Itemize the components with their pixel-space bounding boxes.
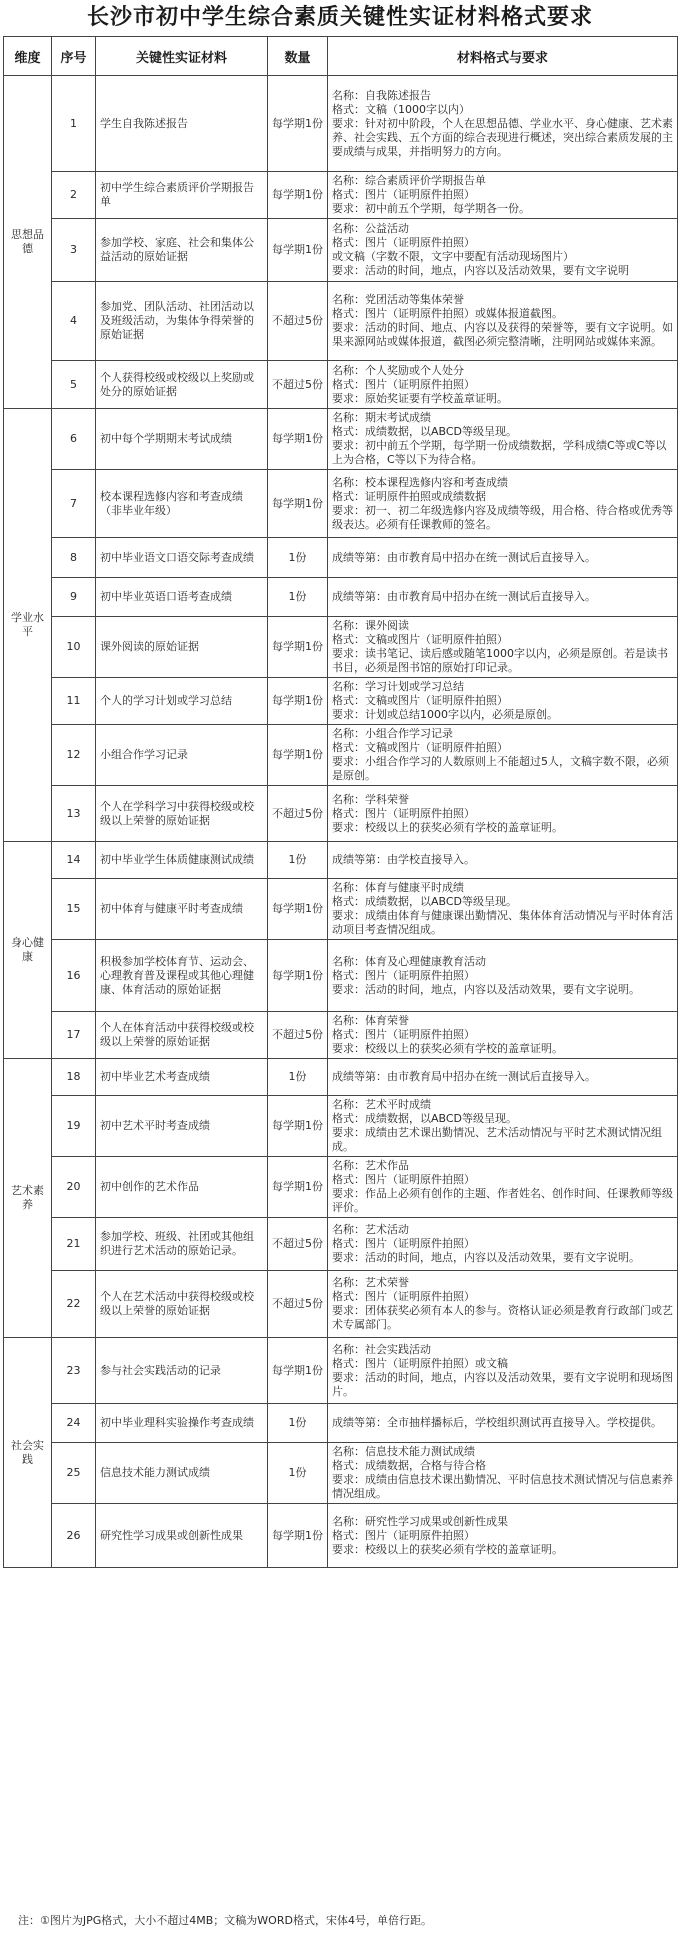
format-requirements [328,786,678,842]
format-line: 成绩等第：全市抽样播标后，学校组织测试再直接导入。学校提供。 [332,1416,662,1429]
page-title: 长沙市初中学生综合素质关键性实证材料格式要求 [86,5,593,30]
format-requirements [328,1338,678,1404]
format-line: 名称：艺术平时成绩 [332,1098,431,1111]
quantity: 不超过5份 [268,1012,328,1059]
format-line: 格式：成绩数据，以ABCD等级呈现。 [332,425,518,438]
format-line: 名称：研究性学习成果或创新性成果 [332,1514,508,1528]
format-requirements [328,470,678,538]
material-name: 个人在学科学习中获得校级或校级以上荣誉的原始证据 [96,786,268,842]
format-requirements [328,617,678,678]
format-line: 名称：艺术作品 [332,1159,409,1172]
quantity: 不超过5份 [268,282,328,361]
row-number: 7 [52,470,96,538]
format-line: 要求：校级以上的获奖必须有学校的盖章证明。 [332,1042,563,1055]
format-line: 要求：计划或总结1000字以内，必须是原创。 [332,708,558,721]
material-name: 参与社会实践活动的记录 [96,1338,268,1404]
table-row [4,725,678,786]
table-row [4,678,678,725]
quantity: 每学期1份 [268,940,328,1012]
format-line: 格式：成绩数据，以ABCD等级呈现。 [332,1112,518,1125]
format-line: 格式：图片（证明原件拍照） [332,1028,475,1041]
row-number: 15 [52,879,96,940]
format-requirements [328,1218,678,1271]
row-number: 21 [52,1218,96,1271]
quantity: 每学期1份 [268,172,328,219]
row-number: 10 [52,617,96,678]
format-requirements [328,172,678,219]
row-number: 5 [52,361,96,409]
quantity: 每学期1份 [268,76,328,172]
format-requirements [328,940,678,1012]
material-name: 初中毕业理科实验操作考查成绩 [96,1404,268,1443]
table-row [4,1271,678,1338]
format-line: 要求：成绩由艺术课出勤情况、艺术活动情况与平时艺术测试情况组成。 [332,1126,662,1153]
format-line: 名称：期末考试成绩 [332,411,431,424]
quantity: 1份 [268,578,328,617]
quantity: 1份 [268,1059,328,1096]
table-row [4,1338,678,1404]
row-number: 22 [52,1271,96,1338]
row-number: 17 [52,1012,96,1059]
row-number: 6 [52,409,96,470]
format-line: 格式：成绩数据，以ABCD等级呈现。 [332,895,518,908]
table-row [4,879,678,940]
format-line: 名称：公益活动 [332,222,409,235]
table-row [4,1504,678,1568]
format-line: 要求：活动的时间，地点，内容以及活动效果，要有文字说明。 [332,1251,640,1264]
format-line: 名称：校本课程选修内容和考查成绩 [332,475,508,489]
quantity: 每学期1份 [268,678,328,725]
row-number: 9 [52,578,96,617]
table-row [4,578,678,617]
table-row [4,1059,678,1096]
format-line: 名称：艺术活动 [332,1223,409,1236]
format-line: 格式：图片（证明原件拍照）或媒体报道截图。 [332,307,563,320]
material-name: 初中毕业英语口语考查成绩 [96,578,268,617]
quantity: 每学期1份 [268,470,328,538]
table-row [4,1218,678,1271]
format-line: 成绩等第：由市教育局中招办在统一测试后直接导入。 [332,550,596,564]
format-requirements [328,1059,678,1096]
format-line: 格式：图片（证明原件拍照）或文稿 [332,1356,508,1370]
quantity: 每学期1份 [268,219,328,282]
format-line: 格式：图片（证明原件拍照） [332,236,475,249]
header-material: 关键性实证材料 [96,37,268,76]
material-name: 积极参加学校体育节、运动会、心理教育普及课程或其他心理健康、体育活动的原始证据 [96,940,268,1012]
dimension-cell: 思想品德 [4,76,52,409]
material-name: 小组合作学习记录 [96,725,268,786]
format-line: 名称：社会实践活动 [332,1342,431,1356]
format-line: 名称：综合素质评价学期报告单 [332,174,486,187]
material-name: 课外阅读的原始证据 [96,617,268,678]
material-name: 研究性学习成果或创新性成果 [96,1504,268,1568]
format-line: 要求：小组合作学习的人数原则上不能超过5人，文稿字数不限，必须是原创。 [332,755,669,782]
row-number: 19 [52,1096,96,1157]
table-row [4,1404,678,1443]
header-quantity: 数量 [268,37,328,76]
format-requirements [328,1271,678,1338]
table-row [4,940,678,1012]
table-row [4,617,678,678]
material-name: 初中艺术平时考查成绩 [96,1096,268,1157]
format-line: 名称：党团活动等集体荣誉 [332,293,464,306]
quantity: 1份 [268,1404,328,1443]
format-requirements [328,219,678,282]
quantity: 每学期1份 [268,1157,328,1218]
format-line: 格式：文稿或图片（证明原件拍照） [332,694,508,707]
format-line: 格式：图片（证明原件拍照） [332,188,475,201]
format-line: 要求：原始奖证要有学校盖章证明。 [332,391,508,405]
quantity: 1份 [268,1443,328,1504]
format-requirements [328,282,678,361]
format-line: 名称：学习计划或学习总结 [332,680,464,693]
table-row [4,1443,678,1504]
format-line: 格式：图片（证明原件拍照） [332,1528,475,1542]
format-line: 要求：成绩由体育与健康课出勤情况、集体体育活动情况与平时体育活动项目考查情况组成。 [332,909,673,936]
format-line: 名称：课外阅读 [332,619,409,632]
format-line: 成绩等第：由学校直接导入。 [332,853,475,866]
table-body [4,76,678,1568]
format-line: 名称：体育荣誉 [332,1014,409,1027]
format-requirements [328,1096,678,1157]
table-row [4,842,678,879]
table-row [4,1012,678,1059]
row-number: 16 [52,940,96,1012]
table-row [4,470,678,538]
format-line: 要求：校级以上的获奖必须有学校的盖章证明。 [332,820,563,834]
quantity: 每学期1份 [268,1504,328,1568]
format-requirements [328,1404,678,1443]
material-name: 初中毕业艺术考查成绩 [96,1059,268,1096]
format-requirements [328,842,678,879]
format-requirements [328,76,678,172]
quantity: 每学期1份 [268,879,328,940]
format-line: 格式：图片（证明原件拍照） [332,806,475,820]
format-line: 要求：成绩由信息技术课出勤情况、平时信息技术测试情况与信息素养情况组成。 [332,1473,673,1500]
format-line: 成绩等第：由市教育局中招办在统一测试后直接导入。 [332,1070,596,1083]
material-name: 初中体育与健康平时考查成绩 [96,879,268,940]
header-number: 序号 [52,37,96,76]
quantity: 1份 [268,538,328,578]
row-number: 11 [52,678,96,725]
format-line: 要求：活动的时间，地点，内容以及活动效果，要有文字说明。 [332,982,640,996]
row-number: 13 [52,786,96,842]
material-name: 初中创作的艺术作品 [96,1157,268,1218]
table-row [4,282,678,361]
table-header-row [4,37,678,76]
table-row [4,1096,678,1157]
format-requirements [328,1504,678,1568]
format-line: 要求：针对初中阶段，个人在思想品德、学业水平、身心健康、艺术素养、社会实践、五个方面的综合表现进行概述，突出综合素质发展的主要成绩与成果，并指明努力的方向。 [332,116,673,158]
material-name: 个人获得校级或校级以上奖励或处分的原始证据 [96,361,268,409]
row-number: 3 [52,219,96,282]
format-requirements [328,578,678,617]
material-name: 学生自我陈述报告 [96,76,268,172]
dimension-cell: 学业水平 [4,409,52,842]
dimension-cell: 艺术素养 [4,1059,52,1338]
row-number: 25 [52,1443,96,1504]
format-line: 名称：个人奖励或个人处分 [332,363,464,377]
format-line: 要求：作品上必须有创作的主题、作者姓名、创作时间、任课教师等级评价。 [332,1187,673,1214]
format-line: 或文稿（字数不限，文字中要配有活动现场图片） [332,250,574,263]
material-name: 参加学校、家庭、社会和集体公益活动的原始证据 [96,219,268,282]
format-requirements [328,1157,678,1218]
quantity: 不超过5份 [268,786,328,842]
format-line: 要求：初中前五个学期，每学期一份成绩数据，学科成绩C等或C等以上为合格，C等以下为待合格。 [332,439,667,466]
format-line: 格式：证明原件拍照或成绩数据 [332,489,486,503]
row-number: 1 [52,76,96,172]
format-line: 要求：读书笔记、读后感或随笔1000字以内，必须是原创。若是读书书目，必须是图书馆的原始打印记录。 [332,647,668,674]
format-requirements [328,538,678,578]
material-name: 初中毕业语文口语交际考查成绩 [96,538,268,578]
format-line: 格式：文稿或图片（证明原件拍照） [332,741,508,754]
format-line: 要求：团体获奖必须有本人的参与。资格认证必须是教育行政部门或艺术专属部门。 [332,1304,673,1331]
format-requirements [328,409,678,470]
row-number: 23 [52,1338,96,1404]
format-line: 要求：初一、初二年级选修内容及成绩等级，用合格、待合格或优秀等级表达。必须有任课教师的签名。 [332,503,673,531]
format-line: 格式：文稿或图片（证明原件拍照） [332,633,508,646]
quantity: 不超过5份 [268,1218,328,1271]
table-row [4,538,678,578]
format-line: 格式：图片（证明原件拍照） [332,968,475,982]
dimension-cell: 身心健康 [4,842,52,1059]
table-row [4,76,678,172]
header-format: 材料格式与要求 [328,37,678,76]
material-name: 个人在艺术活动中获得校级或校级以上荣誉的原始证据 [96,1271,268,1338]
dimension-cell: 社会实践 [4,1338,52,1568]
quantity: 每学期1份 [268,409,328,470]
material-name: 初中每个学期期末考试成绩 [96,409,268,470]
format-requirements [328,361,678,409]
row-number: 12 [52,725,96,786]
format-requirements [328,879,678,940]
material-name: 参加党、团队活动、社团活动以及班级活动，为集体争得荣誉的原始证据 [96,282,268,361]
format-line: 要求：活动的时间，地点，内容以及活动效果，要有文字说明和现场图片。 [332,1370,673,1398]
format-line: 格式：图片（证明原件拍照） [332,1237,475,1250]
quantity: 不超过5份 [268,361,328,409]
format-line: 要求：校级以上的获奖必须有学校的盖章证明。 [332,1542,563,1556]
quantity: 每学期1份 [268,725,328,786]
quantity: 每学期1份 [268,617,328,678]
material-name: 校本课程选修内容和考查成绩（非毕业年级） [96,470,268,538]
format-line: 成绩等第：由市教育局中招办在统一测试后直接导入。 [332,590,596,603]
format-line: 格式：成绩数据，合格与待合格 [332,1459,486,1472]
format-line: 要求：活动的时间、地点、内容以及获得的荣誉等，要有文字说明。如果来源网站或媒体报道，截图必须完整清晰，注明网站或媒体来源。 [332,321,673,348]
format-line: 名称：学科荣誉 [332,792,409,806]
format-line: 名称：体育及心理健康教育活动 [332,954,486,968]
material-name: 个人在体育活动中获得校级或校级以上荣誉的原始证据 [96,1012,268,1059]
format-line: 名称：自我陈述报告 [332,88,431,102]
table-row [4,786,678,842]
table-row [4,409,678,470]
format-line: 格式：文稿（1000字以内） [332,102,470,116]
quantity: 每学期1份 [268,1338,328,1404]
material-name: 初中学生综合素质评价学期报告单 [96,172,268,219]
format-requirements [328,1443,678,1504]
row-number: 20 [52,1157,96,1218]
row-number: 8 [52,538,96,578]
format-line: 格式：图片（证明原件拍照） [332,377,475,391]
format-line: 要求：活动的时间，地点，内容以及活动效果，要有文字说明 [332,264,629,277]
table-row [4,172,678,219]
row-number: 14 [52,842,96,879]
footnote: 注：①图片为JPG格式，大小不超过4MB；文稿为WORD格式，宋体4号，单倍行距。 [18,1914,432,1927]
header-dimension: 维度 [4,37,52,76]
format-line: 格式：图片（证明原件拍照） [332,1173,475,1186]
format-line: 名称：艺术荣誉 [332,1276,409,1289]
row-number: 18 [52,1059,96,1096]
format-line: 名称：信息技术能力测试成绩 [332,1445,475,1458]
quantity: 不超过5份 [268,1271,328,1338]
row-number: 4 [52,282,96,361]
format-requirements [328,725,678,786]
format-requirements [328,1012,678,1059]
material-name: 个人的学习计划或学习总结 [96,678,268,725]
format-line: 要求：初中前五个学期，每学期各一份。 [332,202,530,215]
material-name: 信息技术能力测试成绩 [96,1443,268,1504]
format-requirements [328,678,678,725]
material-name: 初中毕业学生体质健康测试成绩 [96,842,268,879]
format-line: 名称：体育与健康平时成绩 [332,881,464,894]
table-row [4,1157,678,1218]
requirements-table [3,36,678,1568]
row-number: 24 [52,1404,96,1443]
table-row [4,219,678,282]
row-number: 2 [52,172,96,219]
format-line: 格式：图片（证明原件拍照） [332,1290,475,1303]
quantity: 1份 [268,842,328,879]
format-line: 名称：小组合作学习记录 [332,727,453,740]
quantity: 每学期1份 [268,1096,328,1157]
table-row [4,361,678,409]
row-number: 26 [52,1504,96,1568]
material-name: 参加学校、班级、社团或其他组织进行艺术活动的原始记录。 [96,1218,268,1271]
